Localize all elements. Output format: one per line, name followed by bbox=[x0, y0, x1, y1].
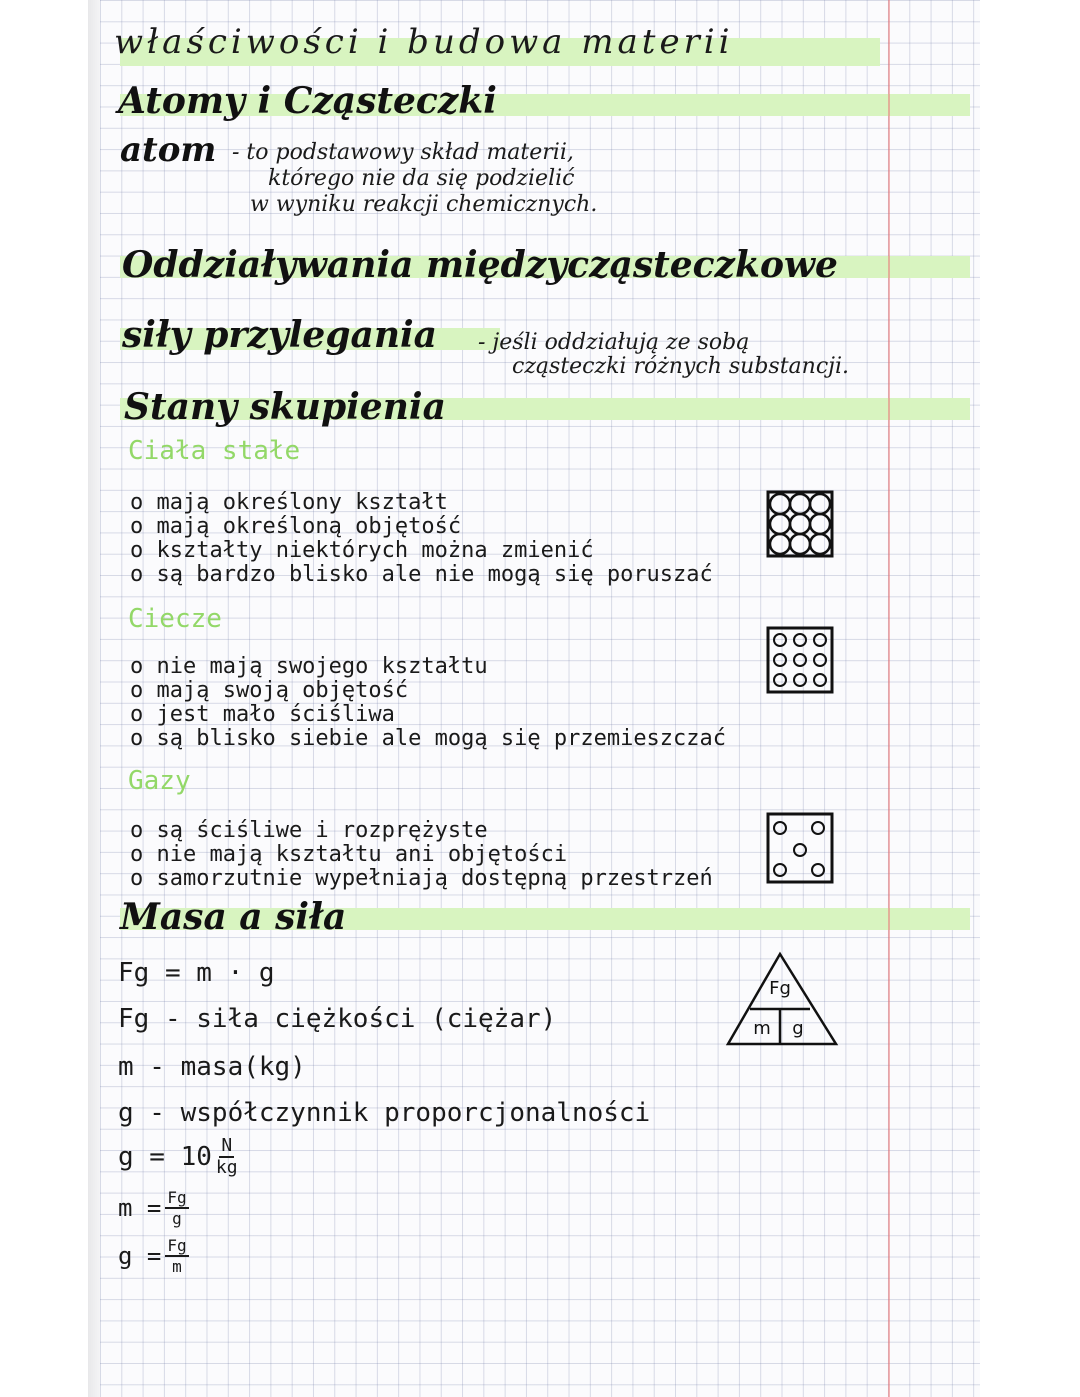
term-atom: atom bbox=[120, 130, 217, 170]
triangle-top-label: Fg bbox=[769, 978, 791, 999]
list-item: o samorzutnie wypełniają dostępną przestrzeń bbox=[130, 866, 713, 891]
formula-line: m - masa(kg) bbox=[118, 1052, 306, 1082]
triangle-right-label: g bbox=[792, 1018, 804, 1039]
list-item: o są blisko siebie ale mogą się przemieszczać bbox=[130, 726, 727, 751]
list-item: o są bardzo blisko ale nie mogą się poruszać bbox=[130, 562, 713, 587]
list-item: o jest mało ściśliwa bbox=[130, 702, 395, 727]
gravity-formula bbox=[118, 1236, 189, 1276]
definition-line: - jeśli oddziałują ze sobą bbox=[478, 330, 750, 355]
section-heading-mass-force: Masa a siła bbox=[120, 896, 347, 938]
fraction-denominator: kg bbox=[215, 1157, 238, 1178]
fraction bbox=[165, 1236, 188, 1276]
notebook-page bbox=[100, 0, 980, 1397]
formula-line: g - współczynnik proporcjonalności bbox=[118, 1098, 651, 1128]
solid-particles-diagram bbox=[766, 490, 836, 560]
fraction-denominator: g bbox=[172, 1209, 182, 1228]
list-item: o mają swoją objętość bbox=[130, 678, 409, 703]
term-adhesion: siły przylegania bbox=[122, 314, 437, 356]
definition-line: - to podstawowy skład materii, bbox=[232, 140, 574, 165]
section-heading-states: Stany skupienia bbox=[124, 386, 446, 428]
fraction bbox=[216, 1136, 238, 1178]
section-heading-atoms: Atomy i Cząsteczki bbox=[118, 80, 497, 122]
gas-particles-diagram bbox=[766, 812, 836, 884]
liquid-particles-diagram bbox=[766, 626, 836, 696]
mass-formula bbox=[118, 1188, 189, 1228]
formula-line: Fg - siła ciężkości (ciężar) bbox=[118, 1004, 557, 1034]
subheading-solids: Ciała stałe bbox=[128, 436, 301, 466]
definition-line: cząsteczki różnych substancji. bbox=[512, 354, 850, 379]
page-title: właściwości i budowa materii bbox=[114, 22, 734, 62]
g-value-formula bbox=[118, 1136, 238, 1178]
triangle-left-label: m bbox=[753, 1018, 771, 1039]
margin-line bbox=[888, 0, 890, 1397]
fraction-numerator: Fg bbox=[167, 1188, 187, 1207]
formula-lhs: m = bbox=[118, 1194, 162, 1222]
subheading-gases: Gazy bbox=[128, 766, 191, 796]
list-item: o nie mają swojego kształtu bbox=[130, 654, 488, 679]
formula-lhs: g = bbox=[118, 1242, 162, 1270]
fraction-denominator: m bbox=[172, 1257, 182, 1276]
list-item: o mają określoną objętość bbox=[130, 514, 462, 539]
fraction-numerator: N bbox=[221, 1135, 233, 1156]
definition-line: którego nie da się podzielić bbox=[268, 166, 575, 191]
formula-triangle-diagram bbox=[724, 948, 840, 1048]
list-item: o mają określony kształt bbox=[130, 490, 448, 515]
definition-line: w wyniku reakcji chemicznych. bbox=[250, 192, 598, 217]
formula-line: Fg = m · g bbox=[118, 958, 275, 988]
fraction-numerator: Fg bbox=[167, 1236, 187, 1255]
list-item: o nie mają kształtu ani objętości bbox=[130, 842, 568, 867]
list-item: o są ściśliwe i rozprężyste bbox=[130, 818, 488, 843]
fraction bbox=[165, 1188, 188, 1228]
list-item: o kształty niektórych można zmienić bbox=[130, 538, 594, 563]
subheading-liquids: Ciecze bbox=[128, 604, 222, 634]
formula-lhs: g = 10 bbox=[118, 1142, 212, 1172]
section-heading-interactions: Oddziaływania międzycząsteczkowe bbox=[122, 244, 838, 286]
